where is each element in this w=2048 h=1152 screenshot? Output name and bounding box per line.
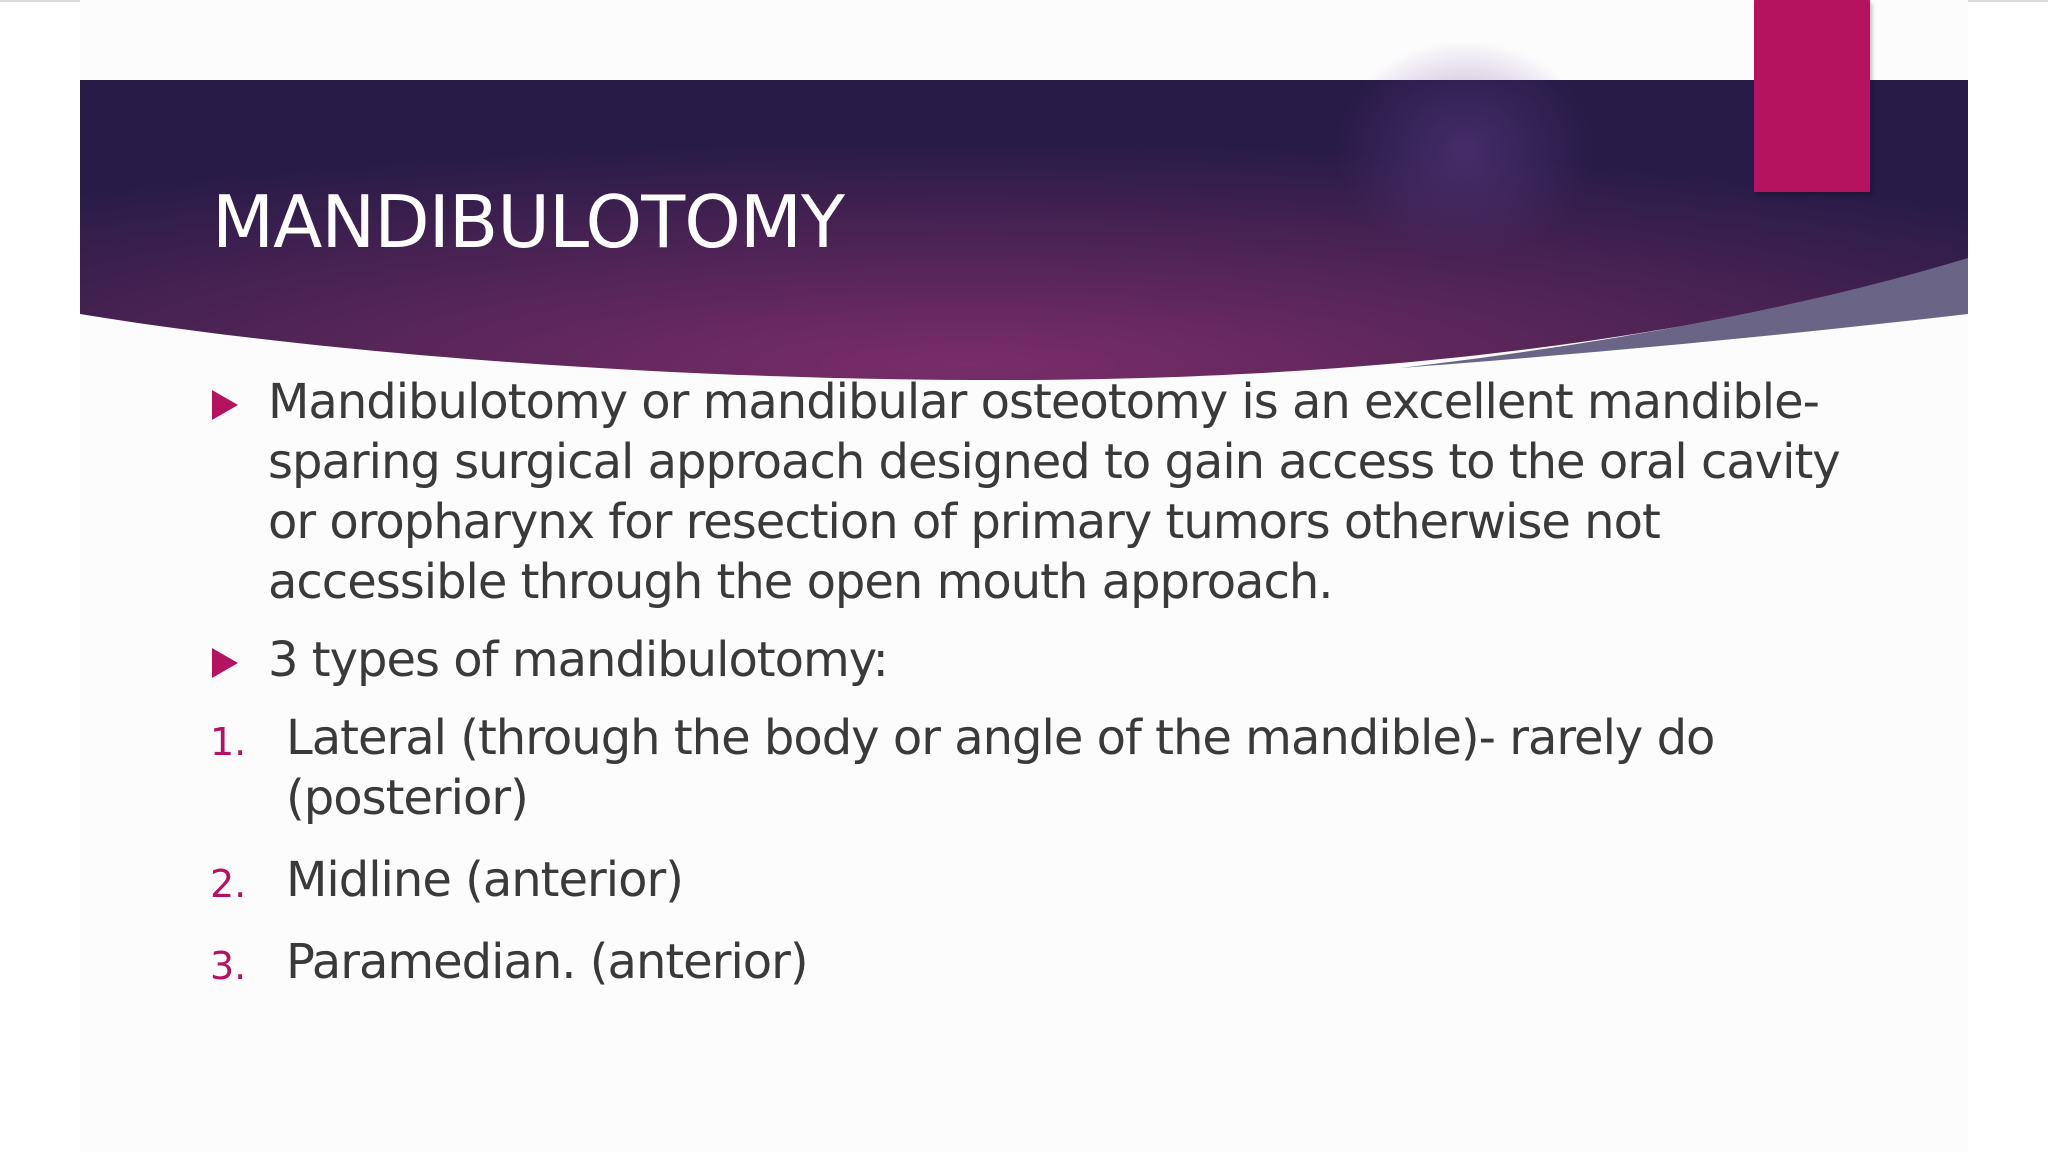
numbered-item (208, 932, 1848, 992)
numbered-text: Paramedian. (anterior) (286, 934, 808, 990)
triangle-right-icon (212, 390, 238, 420)
slide-title: MANDIBULOTOMY (212, 180, 844, 264)
item-number: 3. (210, 944, 247, 988)
slide-body (208, 372, 1848, 1014)
numbered-item (208, 850, 1848, 910)
item-number: 1. (210, 720, 247, 764)
numbered-text: Midline (anterior) (286, 852, 683, 908)
accent-tab (1754, 0, 1870, 192)
bullet-text: Mandibulotomy or mandibular osteotomy is an excellent mandible-sparing surgical approach designed to gain access to the oral cavity or oropharynx for resection of primary tumors otherwise not accessible through the open mouth approach. (268, 374, 1840, 610)
numbered-item (208, 708, 1848, 828)
banner-glow (1335, 40, 1595, 260)
item-number: 2. (210, 862, 247, 906)
numbered-text: Lateral (through the body or angle of the mandible)- rarely do (posterior) (286, 710, 1715, 826)
triangle-right-icon (212, 648, 238, 678)
bullet-text: 3 types of mandibulotomy: (268, 632, 888, 688)
bullet-item (208, 372, 1848, 612)
bullet-item (208, 630, 1848, 690)
